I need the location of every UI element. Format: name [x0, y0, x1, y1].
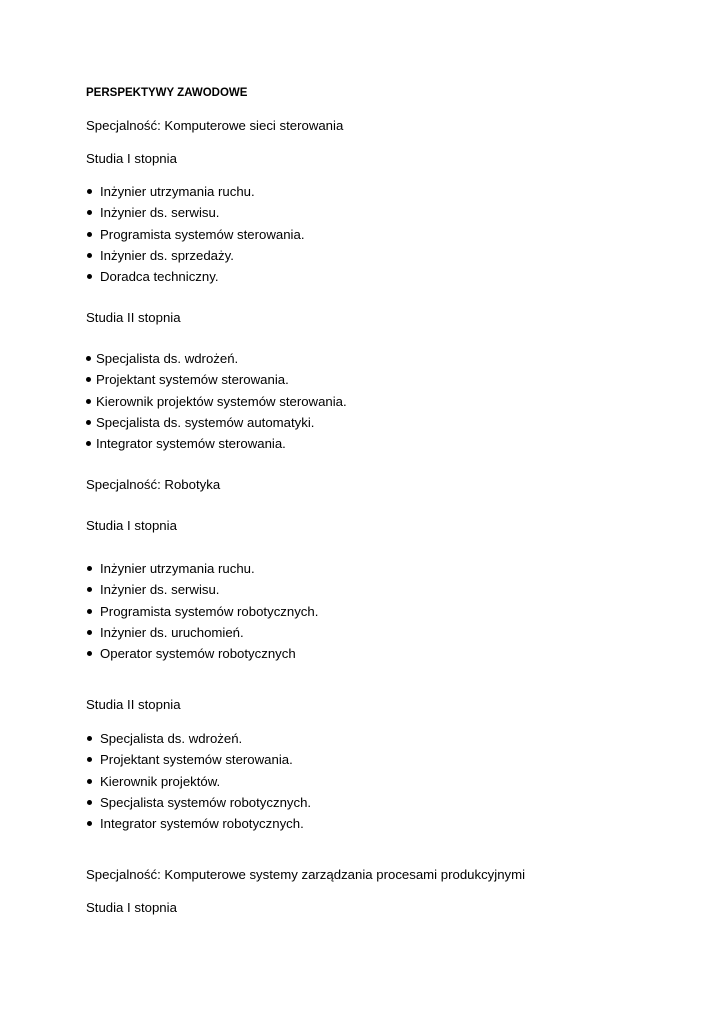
list-item	[86, 813, 311, 834]
list-item-text: Projektant systemów sterowania.	[100, 752, 293, 768]
list-item	[86, 728, 311, 749]
list-item	[86, 181, 304, 202]
list-item	[86, 369, 347, 390]
specialty-heading: Specjalność: Komputerowe sieci sterowania	[86, 118, 344, 133]
bullet-icon	[86, 377, 91, 382]
specialty-heading: Specjalność: Robotyka	[86, 477, 221, 492]
bullet-icon	[87, 274, 92, 279]
list-item	[86, 224, 304, 245]
list-item	[86, 601, 318, 622]
list-item-text: Inżynier utrzymania ruchu.	[100, 184, 255, 199]
study-level-heading: Studia II stopnia	[86, 697, 181, 712]
list-item-text: Integrator systemów robotycznych.	[100, 816, 304, 832]
career-list	[86, 348, 347, 454]
bullet-icon	[87, 736, 92, 741]
list-item-text: Inżynier ds. serwisu.	[100, 582, 220, 598]
list-item-text: Integrator systemów sterowania.	[96, 436, 286, 452]
list-item-text: Inżynier utrzymania ruchu.	[100, 561, 255, 576]
list-item-text: Inżynier ds. uruchomień.	[100, 624, 244, 640]
study-level-heading: Studia I stopnia	[86, 518, 177, 533]
bullet-icon	[86, 441, 91, 446]
list-item-text: Kierownik projektów systemów sterowania.	[96, 393, 347, 409]
list-item	[86, 579, 318, 600]
list-item-text: Doradca techniczny.	[100, 269, 219, 285]
bullet-icon	[86, 399, 91, 404]
list-item-text: Specjalista ds. wdrożeń.	[96, 351, 239, 366]
document-title: PERSPEKTYWY ZAWODOWE	[86, 87, 248, 99]
study-level-heading: Studia II stopnia	[86, 310, 181, 325]
list-item	[86, 412, 347, 433]
list-item	[86, 391, 347, 412]
bullet-icon	[86, 420, 91, 425]
bullet-icon	[87, 609, 92, 614]
list-item	[86, 348, 347, 369]
list-item-text: Specjalista systemów robotycznych.	[100, 794, 312, 810]
bullet-icon	[87, 757, 92, 762]
list-item	[86, 771, 311, 792]
career-list	[86, 728, 311, 834]
specialty-heading: Specjalność: Komputerowe systemy zarządzania procesami produkcyjnymi	[86, 867, 526, 882]
career-list	[86, 558, 318, 664]
list-item	[86, 433, 347, 454]
list-item	[86, 558, 318, 579]
bullet-icon	[87, 800, 92, 805]
bullet-icon	[87, 587, 92, 592]
bullet-icon	[87, 566, 92, 571]
list-item	[86, 643, 318, 664]
list-item	[86, 749, 311, 770]
bullet-icon	[87, 210, 92, 215]
list-item-text: Kierownik projektów.	[100, 773, 221, 789]
list-item	[86, 245, 304, 266]
list-item	[86, 266, 304, 287]
list-item	[86, 792, 311, 813]
bullet-icon	[87, 189, 92, 194]
list-item-text: Programista systemów sterowania.	[100, 226, 305, 242]
bullet-icon	[87, 779, 92, 784]
list-item-text: Specjalista ds. systemów automatyki.	[96, 414, 315, 430]
list-item-text: Programista systemów robotycznych.	[100, 603, 319, 619]
career-list	[86, 181, 304, 287]
list-item-text: Specjalista ds. wdrożeń.	[100, 731, 243, 746]
bullet-icon	[87, 630, 92, 635]
bullet-icon	[87, 232, 92, 237]
study-level-heading: Studia I stopnia	[86, 900, 177, 915]
list-item-text: Inżynier ds. serwisu.	[100, 205, 220, 221]
list-item-text: Projektant systemów sterowania.	[96, 372, 289, 388]
list-item	[86, 202, 304, 223]
bullet-icon	[87, 253, 92, 258]
bullet-icon	[86, 356, 91, 361]
bullet-icon	[87, 651, 92, 656]
list-item-text: Operator systemów robotycznych	[100, 646, 296, 662]
study-level-heading: Studia I stopnia	[86, 151, 177, 166]
bullet-icon	[87, 821, 92, 826]
list-item	[86, 622, 318, 643]
list-item-text: Inżynier ds. sprzedaży.	[100, 247, 234, 263]
